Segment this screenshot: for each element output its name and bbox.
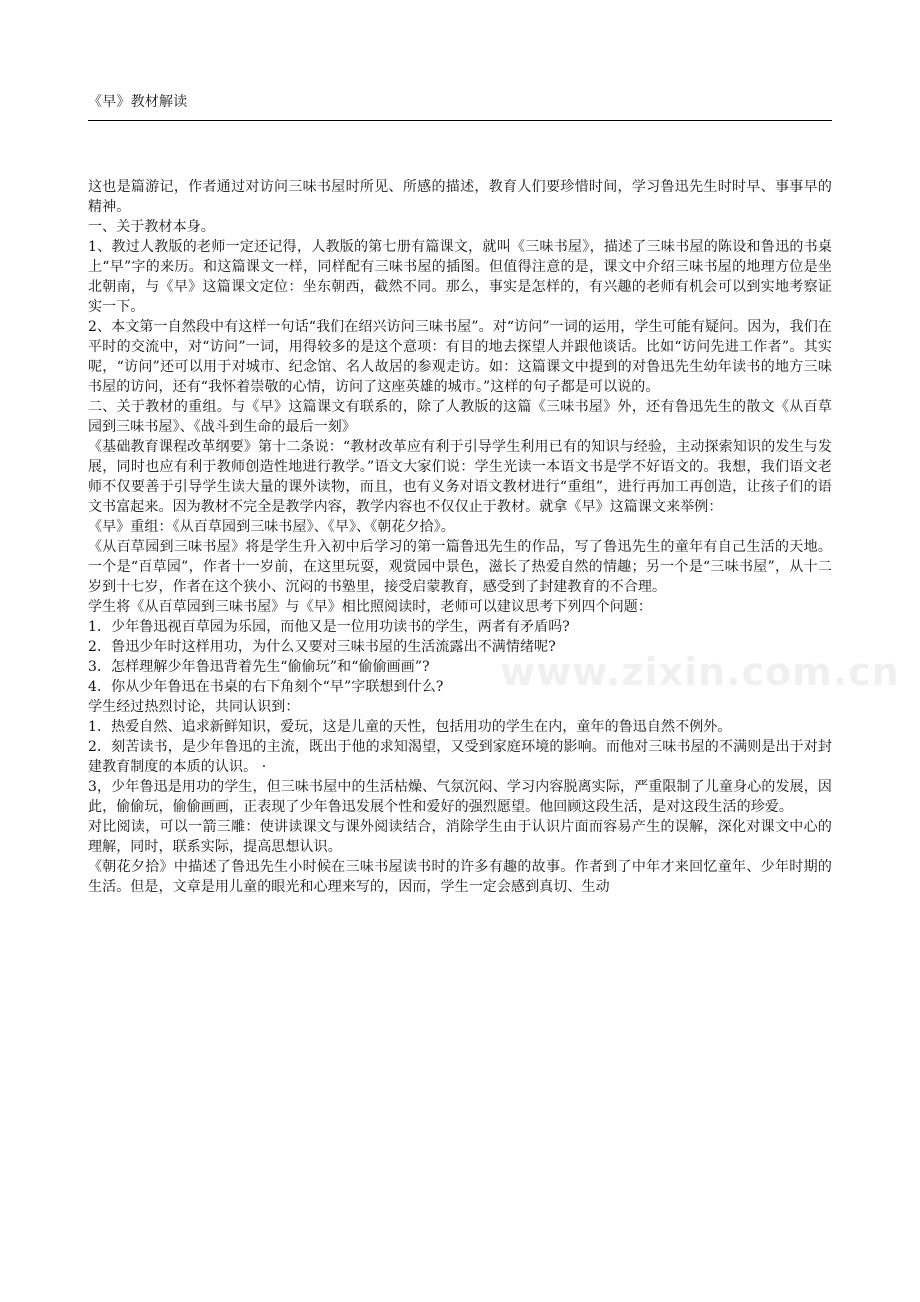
question-item: 1．少年鲁迅视百草园为乐园，而他又是一位用功读书的学生，两者有矛盾吗? <box>88 619 570 635</box>
paragraph: 2、本文第一自然段中有这样一句话“我们在绍兴访问三味书屋”。对“访问”一词的运用，学生可能有疑问。因为，我们在平时的交流中，对“访问”一词，用得较多的是这个意项：有目的地去探望人并跟他谈话。比如“访问先进工作者”。其实呢，“访问”还可以用于对城市、纪念馆、名人故居的参观走访。如：这篇课文中提到的对鲁迅先生幼年读书的地方三味书屋的访问，还有“我怀着崇敬的心情，访问了这座英雄的城市。”这样的句子都是可以说的。 <box>88 319 832 395</box>
document-body <box>88 177 832 897</box>
section-heading: 二、关于教材的重组。与《早》这篇课文有联系的，除了人教版的这篇《三味书屋》外，还有鲁迅先生的散文《从百草园到三味书屋》、《战斗到生命的最后一刻》 <box>88 399 832 435</box>
paragraph: 学生将《从百草园到三味书屋》与《早》相比照阅读时，老师可以建议思考下列四个问题： <box>88 599 652 615</box>
paragraph: 《朝花夕拾》中描述了鲁迅先生小时候在三味书屋读书时的许多有趣的故事。作者到了中年才来回忆童年、少年时期的生活。但是，文章是用儿童的眼光和心理来写的，因而，学生一定会感到真切、生动 <box>88 859 832 895</box>
question-item: 2．鲁迅少年时这样用功，为什么又要对三味书屋的生活流露出不满情绪呢? <box>88 639 556 655</box>
answer-item: 1．热爱自然、追求新鲜知识，爱玩，这是儿童的天性，包括用功的学生在内，童年的鲁迅自然不例外。 <box>88 719 732 735</box>
paragraph: 学生经过热烈讨论，共同认识到： <box>88 699 300 715</box>
paragraph: 《早》重组：《从百草园到三味书屋》、《早》、《朝花夕拾》。 <box>88 519 455 535</box>
question-item: 3．怎样理解少年鲁迅背着先生“偷偷玩”和“偷偷画画”? <box>88 659 430 675</box>
paragraph: 1、教过人教版的老师一定还记得，人教版的第七册有篇课文，就叫《三味书屋》，描述了三味书屋的陈设和鲁迅的书桌上“早”字的来历。和这篇课文一样，同样配有三味书屋的插图。但值得注意的是，课文中介绍三味书屋的地理方位是坐北朝南，与《早》这篇课文定位：坐东朝西，截然不同。那么，事实是怎样的，有兴趣的老师有机会可以到实地考察证实一下。 <box>88 239 832 315</box>
paragraph: 《基础教育课程改革纲要》第十二条说：“教材改革应有利于引导学生利用已有的知识与经验，主动探索知识的发生与发展，同时也应有利于教师创造性地进行教学。”语文大家们说：学生光读一本语文书是学不好语文的。我想，我们语文老师不仅要善于引导学生读大量的课外读物，而且，也有义务对语文教材进行“重组”，进行再加工再创造，让孩子们的语文书富起来。因为教材不完全是教学内容，教学内容也不仅仅止于教材。就拿《早》这篇课文来举例： <box>88 439 832 515</box>
paragraph: 《从百草园到三味书屋》将是学生升入初中后学习的第一篇鲁迅先生的作品，写了鲁迅先生的童年有自己生活的天地。一个是“百草园”，作者十一岁前，在这里玩耍，观赏园中景色，滋长了热爱自然的情趣；另一个是“三味书屋”，从十二岁到十七岁，作者在这个狭小、沉闷的书塾里，接受启蒙教育，感受到了封建教育的不合理。 <box>88 539 832 595</box>
section-heading: 一、关于教材本身。 <box>88 219 215 235</box>
answer-item: 2．刻苦读书，是少年鲁迅的主流，既出于他的求知渴望，又受到家庭环境的影响。而他对三味书屋的不满则是出于对封建教育制度的本质的认识。 · <box>88 739 832 775</box>
header-divider <box>88 120 832 121</box>
answer-item: 3，少年鲁迅是用功的学生，但三味书屋中的生活枯燥、气氛沉闷、学习内容脱离实际，严重限制了儿童身心的发展，因此，偷偷玩，偷偷画画，正表现了少年鲁迅发展个性和爱好的强烈愿望。他回顾这段生活，是对这段生活的珍爱。 <box>88 779 832 815</box>
paragraph: 这也是篇游记，作者通过对访问三味书屋时所见、所感的描述，教育人们要珍惜时间，学习鲁迅先生时时早、事事早的精神。 <box>88 179 832 215</box>
document-header <box>88 92 832 112</box>
document-title: 《早》教材解读 <box>88 94 188 110</box>
watermark: www.zixin.com.cn <box>500 650 900 694</box>
paragraph: 对比阅读，可以一箭三雕：使讲读课文与课外阅读结合，消除学生由于认识片面而容易产生的误解，深化对课文中心的理解，同时，联系实际，提高思想认识。 <box>88 819 832 855</box>
question-item: 4．你从少年鲁迅在书桌的右下角刻个“早”字联想到什么? <box>88 679 444 695</box>
